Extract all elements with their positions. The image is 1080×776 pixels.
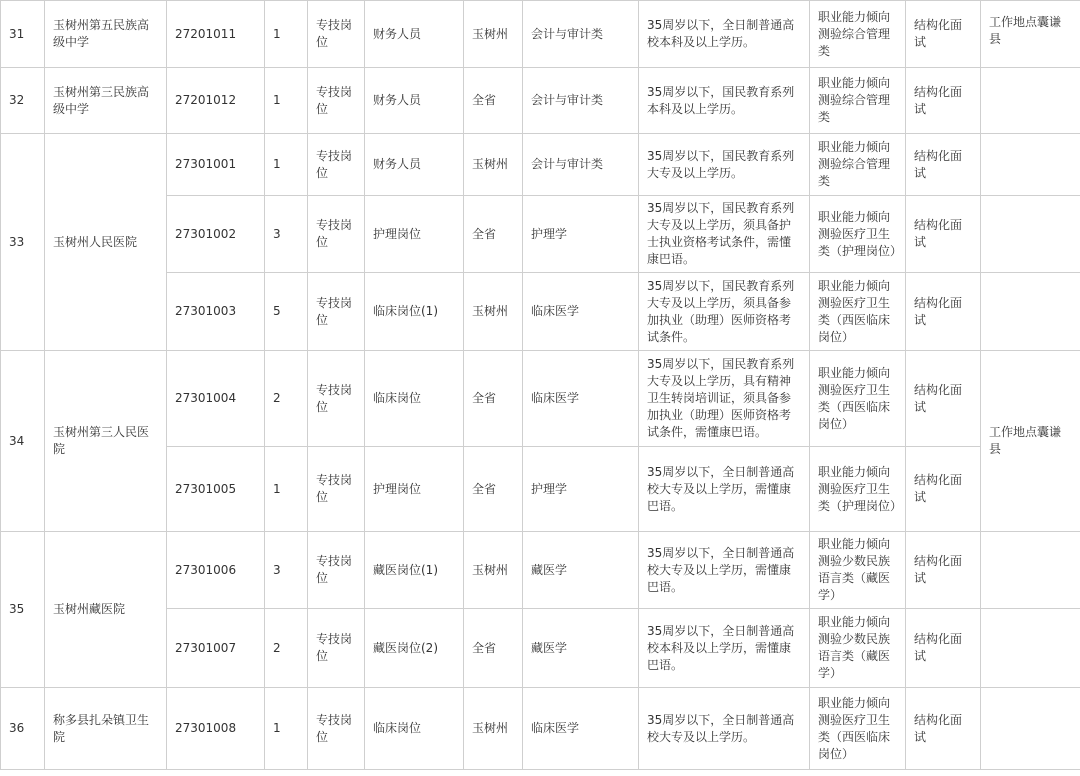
cell-requirement: 35周岁以下，全日制普通高校本科及以上学历，需懂康巴语。 [639,609,810,688]
cell-count: 1 [265,134,308,196]
cell-unit: 玉树州第五民族高级中学 [45,1,167,68]
cell-unit: 玉树州人民医院 [45,134,167,351]
cell-exam-subject: 职业能力倾向测验医疗卫生类（护理岗位） [810,447,906,532]
cell-major: 护理学 [523,196,639,273]
cell-count: 1 [265,68,308,134]
cell-post-name: 财务人员 [365,134,464,196]
cell-note [981,273,1080,351]
cell-scope: 玉树州 [464,273,523,351]
cell-note [981,609,1080,688]
table-row [1,134,1080,196]
cell-major: 护理学 [523,447,639,532]
cell-requirement: 35周岁以下，国民教育系列大专及以上学历，具有精神卫生转岗培训证，须具备参加执业（助理）医师资格考试条件，需懂康巴语。 [639,351,810,447]
cell-note [981,68,1080,134]
cell-scope: 玉树州 [464,134,523,196]
cell-note [981,134,1080,196]
cell-exam-subject: 职业能力倾向测验医疗卫生类（西医临床岗位） [810,351,906,447]
cell-serial: 32 [1,68,45,134]
cell-note [981,196,1080,273]
cell-serial: 33 [1,134,45,351]
cell-major: 会计与审计类 [523,1,639,68]
cell-post-code: 27201011 [167,1,265,68]
cell-scope: 全省 [464,609,523,688]
cell-post-type: 专技岗位 [308,447,365,532]
cell-note [981,532,1080,609]
cell-post-name: 临床岗位 [365,688,464,770]
cell-interview: 结构化面试 [906,68,981,134]
cell-count: 1 [265,688,308,770]
cell-post-code: 27301008 [167,688,265,770]
cell-serial: 35 [1,532,45,688]
cell-note: 工作地点囊谦县 [981,351,1080,532]
cell-post-code: 27201012 [167,68,265,134]
cell-unit: 玉树州藏医院 [45,532,167,688]
cell-scope: 全省 [464,68,523,134]
table-row [1,1,1080,68]
cell-post-code: 27301003 [167,273,265,351]
cell-count: 1 [265,1,308,68]
cell-post-type: 专技岗位 [308,1,365,68]
cell-post-type: 专技岗位 [308,609,365,688]
cell-exam-subject: 职业能力倾向测验少数民族语言类（藏医学） [810,532,906,609]
cell-post-name: 藏医岗位(1) [365,532,464,609]
cell-post-code: 27301001 [167,134,265,196]
cell-post-type: 专技岗位 [308,196,365,273]
cell-note: 工作地点囊谦县 [981,1,1080,68]
cell-major: 临床医学 [523,351,639,447]
cell-post-name: 藏医岗位(2) [365,609,464,688]
table-row [1,68,1080,134]
cell-interview: 结构化面试 [906,134,981,196]
cell-count: 3 [265,196,308,273]
cell-interview: 结构化面试 [906,447,981,532]
cell-major: 藏医学 [523,532,639,609]
cell-scope: 全省 [464,447,523,532]
cell-note [981,688,1080,770]
table-row [1,351,1080,447]
cell-interview: 结构化面试 [906,688,981,770]
cell-post-code: 27301006 [167,532,265,609]
cell-serial: 36 [1,688,45,770]
cell-post-name: 护理岗位 [365,447,464,532]
cell-exam-subject: 职业能力倾向测验医疗卫生类（护理岗位） [810,196,906,273]
cell-exam-subject: 职业能力倾向测验综合管理类 [810,68,906,134]
cell-count: 2 [265,351,308,447]
cell-exam-subject: 职业能力倾向测验医疗卫生类（西医临床岗位） [810,688,906,770]
cell-interview: 结构化面试 [906,532,981,609]
cell-exam-subject: 职业能力倾向测验少数民族语言类（藏医学） [810,609,906,688]
cell-post-type: 专技岗位 [308,134,365,196]
cell-scope: 玉树州 [464,1,523,68]
cell-post-name: 财务人员 [365,1,464,68]
cell-post-name: 护理岗位 [365,196,464,273]
cell-requirement: 35周岁以下，国民教育系列大专及以上学历，须具备护士执业资格考试条件，需懂康巴语。 [639,196,810,273]
cell-exam-subject: 职业能力倾向测验综合管理类 [810,1,906,68]
cell-post-code: 27301005 [167,447,265,532]
cell-major: 会计与审计类 [523,68,639,134]
cell-scope: 全省 [464,351,523,447]
cell-post-type: 专技岗位 [308,532,365,609]
cell-count: 2 [265,609,308,688]
cell-interview: 结构化面试 [906,196,981,273]
table-row [1,688,1080,770]
cell-requirement: 35周岁以下，国民教育系列本科及以上学历。 [639,68,810,134]
cell-major: 藏医学 [523,609,639,688]
cell-interview: 结构化面试 [906,273,981,351]
cell-exam-subject: 职业能力倾向测验综合管理类 [810,134,906,196]
cell-post-type: 专技岗位 [308,351,365,447]
cell-count: 1 [265,447,308,532]
cell-requirement: 35周岁以下，全日制普通高校大专及以上学历，需懂康巴语。 [639,447,810,532]
cell-post-name: 临床岗位 [365,351,464,447]
cell-scope: 玉树州 [464,688,523,770]
cell-interview: 结构化面试 [906,609,981,688]
cell-scope: 玉树州 [464,532,523,609]
cell-requirement: 35周岁以下，全日制普通高校大专及以上学历。 [639,688,810,770]
cell-post-code: 27301002 [167,196,265,273]
cell-scope: 全省 [464,196,523,273]
cell-interview: 结构化面试 [906,351,981,447]
cell-requirement: 35周岁以下，全日制普通高校本科及以上学历。 [639,1,810,68]
cell-serial: 34 [1,351,45,532]
cell-major: 临床医学 [523,688,639,770]
cell-unit: 玉树州第三民族高级中学 [45,68,167,134]
cell-interview: 结构化面试 [906,1,981,68]
cell-requirement: 35周岁以下，国民教育系列大专及以上学历，须具备参加执业（助理）医师资格考试条件。 [639,273,810,351]
table-row [1,532,1080,609]
cell-requirement: 35周岁以下，全日制普通高校大专及以上学历，需懂康巴语。 [639,532,810,609]
cell-unit: 玉树州第三人民医院 [45,351,167,532]
cell-major: 临床医学 [523,273,639,351]
cell-serial: 31 [1,1,45,68]
cell-requirement: 35周岁以下，国民教育系列大专及以上学历。 [639,134,810,196]
cell-post-type: 专技岗位 [308,273,365,351]
cell-post-name: 财务人员 [365,68,464,134]
cell-post-type: 专技岗位 [308,688,365,770]
cell-count: 5 [265,273,308,351]
cell-post-name: 临床岗位(1) [365,273,464,351]
cell-count: 3 [265,532,308,609]
cell-post-code: 27301007 [167,609,265,688]
cell-major: 会计与审计类 [523,134,639,196]
cell-post-code: 27301004 [167,351,265,447]
cell-exam-subject: 职业能力倾向测验医疗卫生类（西医临床岗位） [810,273,906,351]
cell-post-type: 专技岗位 [308,68,365,134]
cell-unit: 称多县扎朵镇卫生院 [45,688,167,770]
